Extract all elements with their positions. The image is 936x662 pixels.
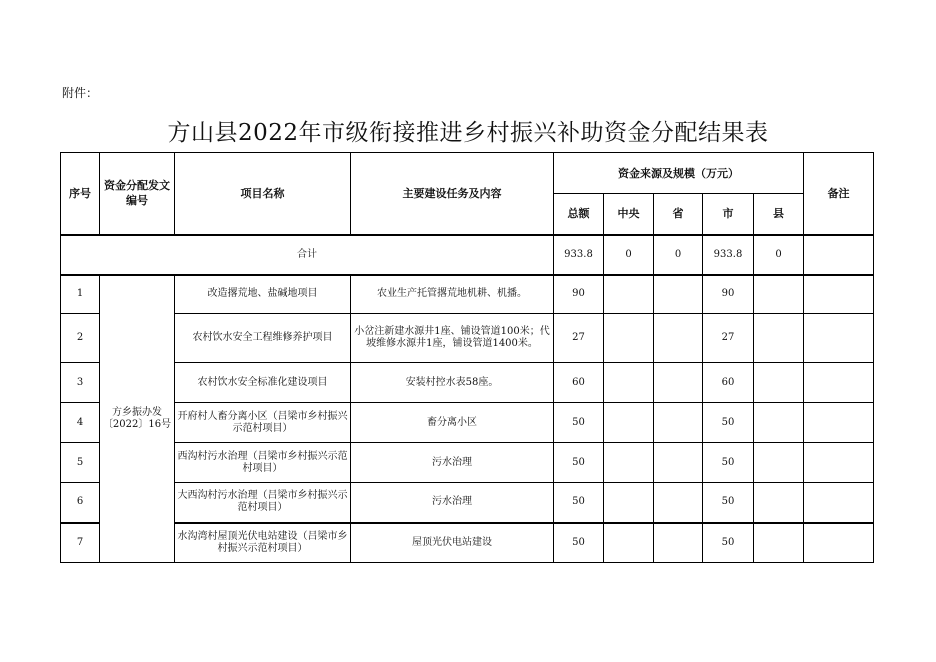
header-project-name: 项目名称 (175, 153, 351, 235)
row-total: 27 (554, 314, 604, 363)
row-seq: 3 (61, 363, 100, 403)
row-content: 小岔注新建水源井1座、铺设管道100米；代坡维修水源井1座，铺设管道1400米。 (351, 314, 554, 363)
row-total: 90 (554, 275, 604, 314)
summary-row (61, 235, 874, 275)
row-total: 50 (554, 403, 604, 443)
row-remark (804, 314, 874, 363)
row-province (654, 314, 703, 363)
row-city: 50 (703, 523, 754, 563)
row-province (654, 483, 703, 523)
row-central (604, 483, 654, 523)
row-remark (804, 483, 874, 523)
row-remark (804, 275, 874, 314)
row-province (654, 403, 703, 443)
row-seq: 7 (61, 523, 100, 563)
allocation-table (60, 152, 874, 563)
row-seq: 2 (61, 314, 100, 363)
row-central (604, 443, 654, 483)
row-project: 农村饮水安全标准化建设项目 (175, 363, 351, 403)
row-county (754, 483, 804, 523)
table-row (61, 443, 874, 483)
row-content: 屋顶光伏电站建设 (351, 523, 554, 563)
header-city: 市 (703, 194, 754, 235)
doc-number-cell: 方乡振办发〔2022〕16号 (100, 275, 175, 563)
table-row (61, 314, 874, 363)
row-total: 50 (554, 523, 604, 563)
attachment-label: 附件： (62, 86, 99, 100)
row-province (654, 443, 703, 483)
summary-province: 0 (654, 235, 703, 275)
header-funds-group: 资金来源及规模（万元） (554, 153, 804, 194)
row-province (654, 275, 703, 314)
table-row (61, 363, 874, 403)
row-county (754, 363, 804, 403)
row-content: 安装村控水表58座。 (351, 363, 554, 403)
header-county: 县 (754, 194, 804, 235)
table-row (61, 275, 874, 314)
row-seq: 5 (61, 443, 100, 483)
row-province (654, 363, 703, 403)
summary-city: 933.8 (703, 235, 754, 275)
row-city: 50 (703, 483, 754, 523)
header-content: 主要建设任务及内容 (351, 153, 554, 235)
row-total: 60 (554, 363, 604, 403)
row-content: 畜分离小区 (351, 403, 554, 443)
header-doc-number: 资金分配发文编号 (100, 153, 175, 235)
row-city: 90 (703, 275, 754, 314)
header-remark: 备注 (804, 153, 874, 235)
row-seq: 4 (61, 403, 100, 443)
row-remark (804, 523, 874, 563)
row-central (604, 523, 654, 563)
row-content: 污水治理 (351, 483, 554, 523)
row-central (604, 403, 654, 443)
page-title: 方山县2022年市级衔接推进乡村振兴补助资金分配结果表 (167, 120, 769, 146)
summary-central: 0 (604, 235, 654, 275)
row-total: 50 (554, 443, 604, 483)
row-total: 50 (554, 483, 604, 523)
row-content: 农业生产托管撂荒地机耕、机播。 (351, 275, 554, 314)
row-city: 27 (703, 314, 754, 363)
row-remark (804, 363, 874, 403)
row-county (754, 275, 804, 314)
row-project: 西沟村污水治理（吕梁市乡村振兴示范村项目） (175, 443, 351, 483)
row-central (604, 314, 654, 363)
row-seq: 6 (61, 483, 100, 523)
table-row (61, 523, 874, 563)
row-content: 污水治理 (351, 443, 554, 483)
header-total: 总额 (554, 194, 604, 235)
row-county (754, 443, 804, 483)
row-city: 50 (703, 443, 754, 483)
row-project: 大西沟村污水治理（吕梁市乡村振兴示范村项目） (175, 483, 351, 523)
row-county (754, 523, 804, 563)
row-province (654, 523, 703, 563)
row-project: 开府村人畜分离小区（吕梁市乡村振兴示范村项目） (175, 403, 351, 443)
row-project: 改造撂荒地、盐碱地项目 (175, 275, 351, 314)
row-project: 农村饮水安全工程维修养护项目 (175, 314, 351, 363)
summary-remark (804, 235, 874, 275)
summary-label: 合计 (61, 235, 554, 275)
row-city: 50 (703, 403, 754, 443)
summary-county: 0 (754, 235, 804, 275)
row-seq: 1 (61, 275, 100, 314)
row-city: 60 (703, 363, 754, 403)
table-row (61, 483, 874, 523)
row-county (754, 403, 804, 443)
summary-total: 933.8 (554, 235, 604, 275)
row-central (604, 363, 654, 403)
row-remark (804, 443, 874, 483)
header-province: 省 (654, 194, 703, 235)
header-central: 中央 (604, 194, 654, 235)
row-central (604, 275, 654, 314)
table-row (61, 403, 874, 443)
header-row-1 (61, 153, 874, 194)
header-seq: 序号 (61, 153, 100, 235)
row-remark (804, 403, 874, 443)
row-county (754, 314, 804, 363)
row-project: 水沟湾村屋顶光伏电站建设（吕梁市乡村振兴示范村项目） (175, 523, 351, 563)
